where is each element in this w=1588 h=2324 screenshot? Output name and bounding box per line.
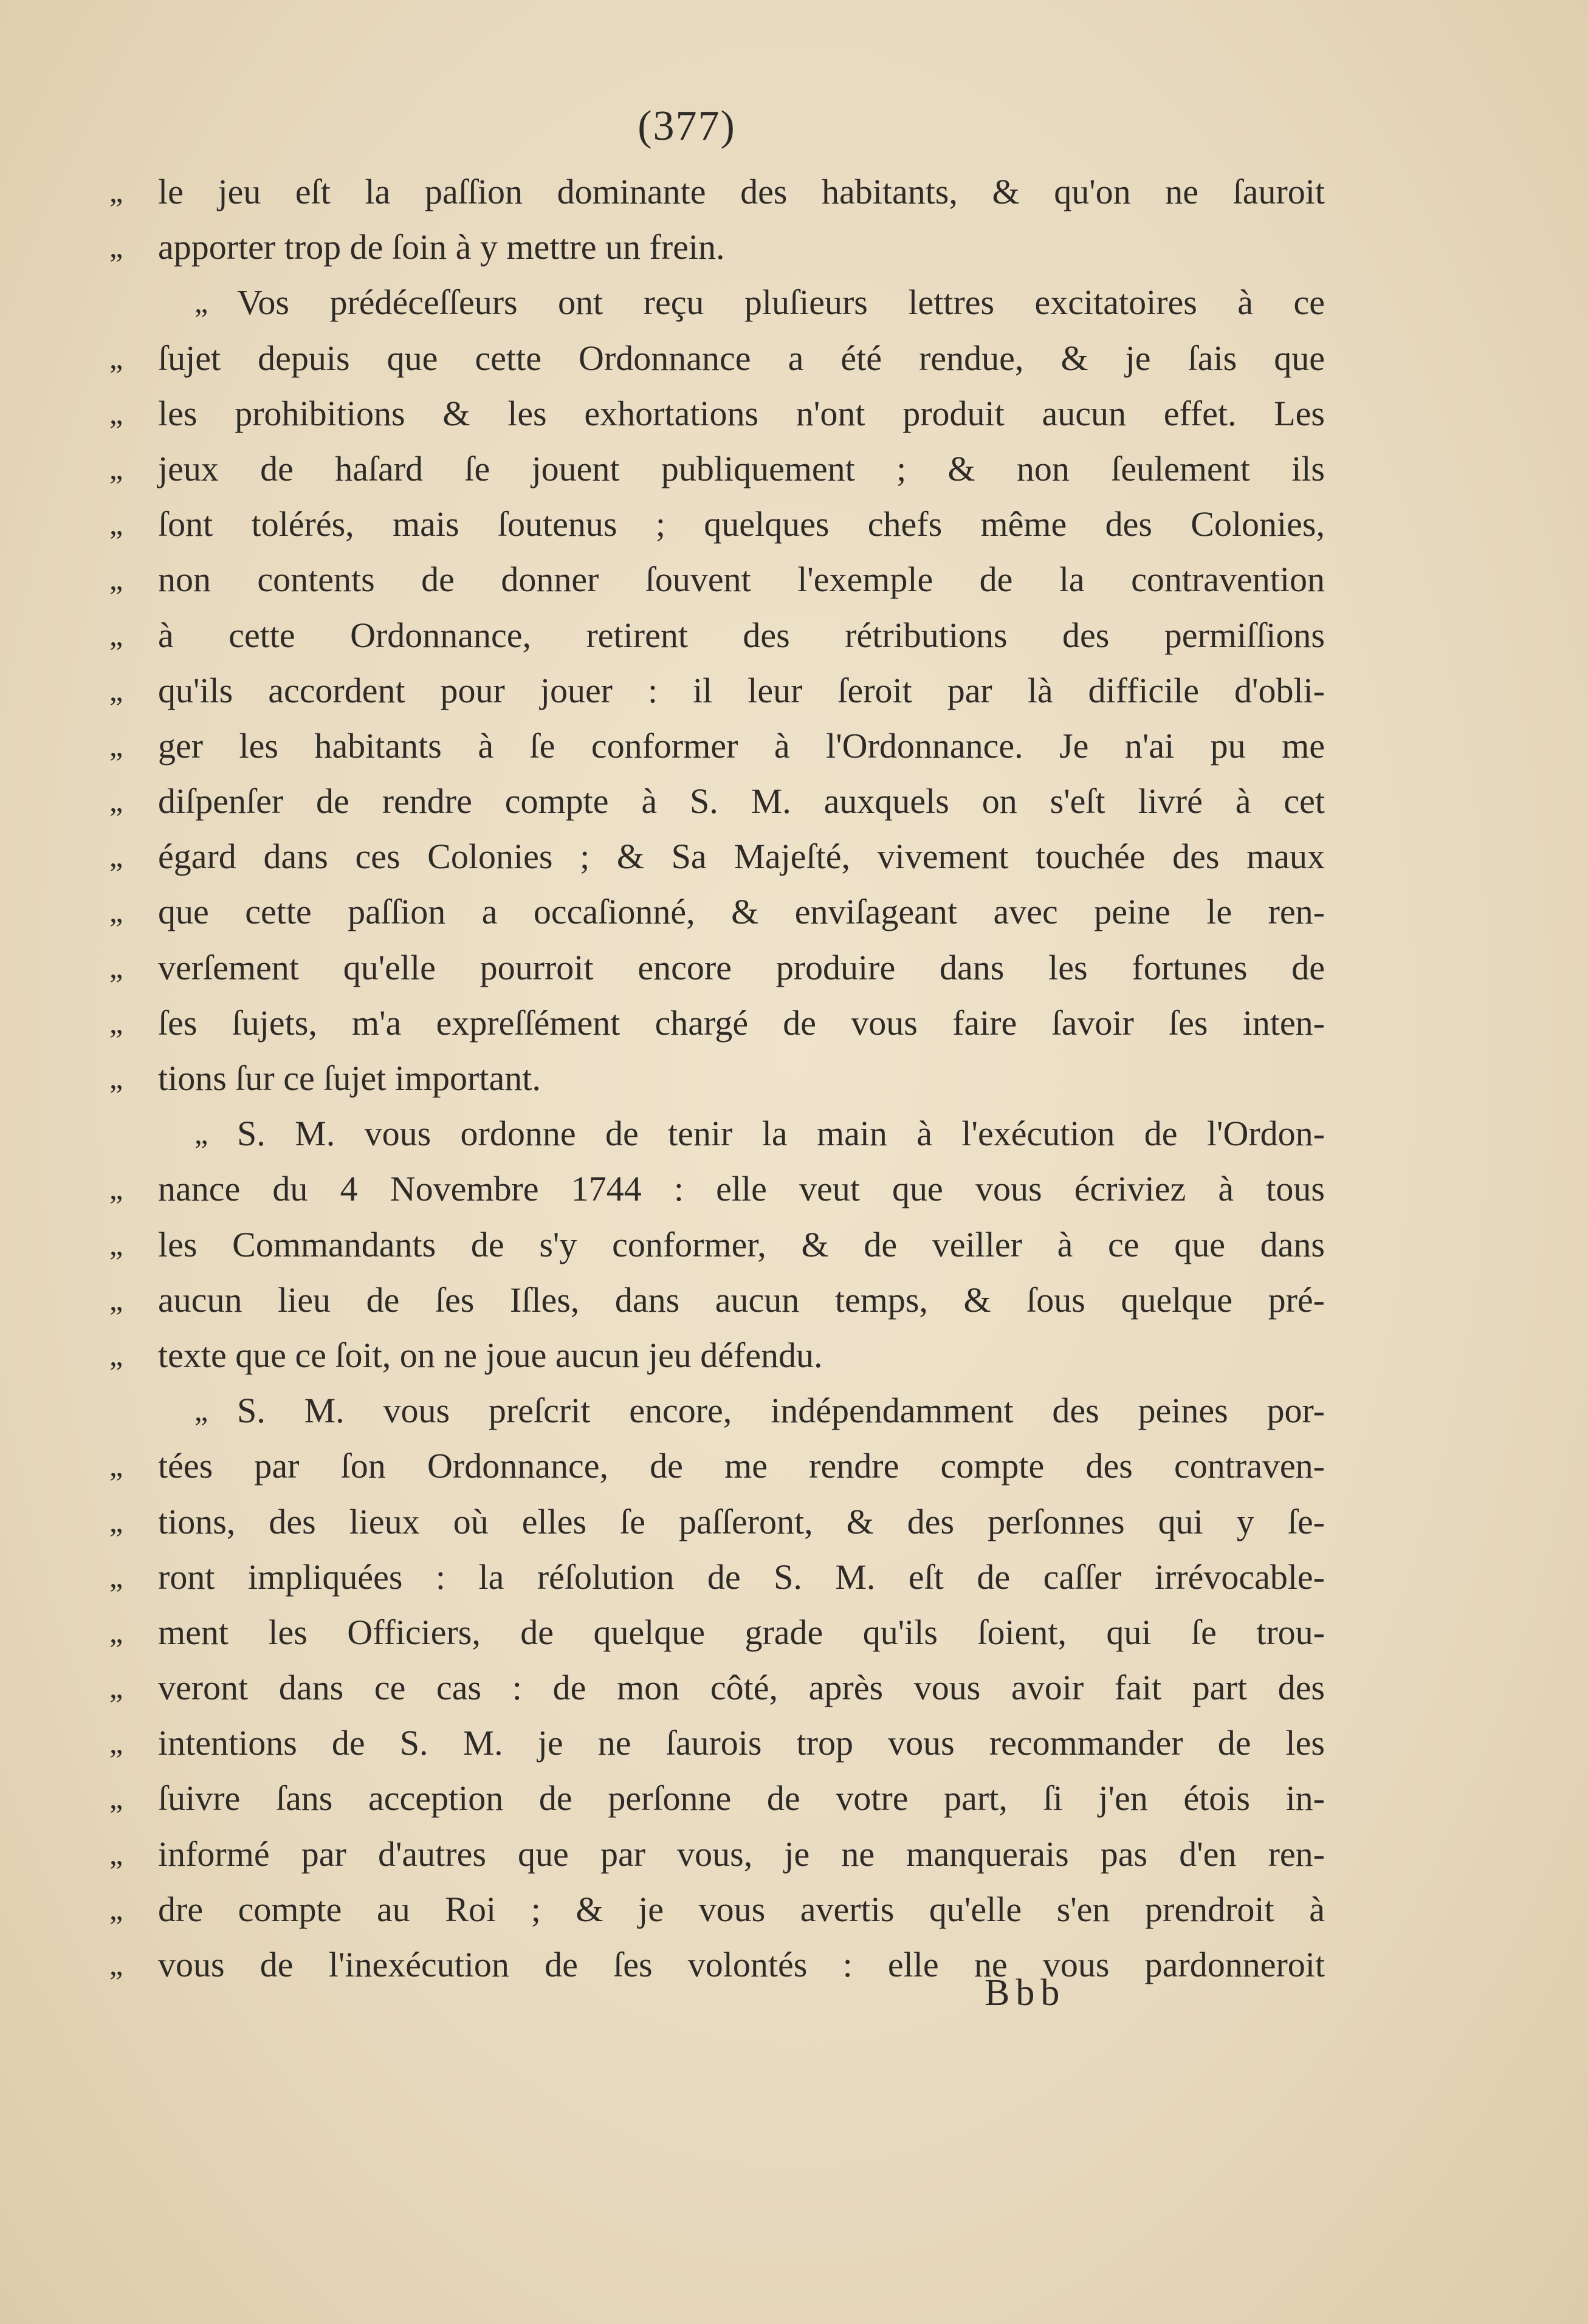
quote-mark: „ (109, 1614, 123, 1649)
text-line (109, 164, 1325, 219)
quote-mark: „ (109, 950, 123, 984)
line-text: dre compte au Roi ; & je vous avertis qu'elle s'en prendroit à (158, 1889, 1325, 1929)
quote-mark: „ (109, 839, 123, 874)
text-line (109, 1605, 1325, 1660)
line-text: ront impliquées : la réſolution de S. M. eſt de caſſer irrévocable- (158, 1557, 1325, 1597)
text-line (109, 1328, 1325, 1383)
quote-mark: „ (194, 1116, 208, 1151)
text-line (109, 331, 1325, 386)
line-text: les prohibitions & les exhortations n'ont produit aucun effet. Les (158, 393, 1325, 433)
line-text: intentions de S. M. je ne ſaurois trop vous recommander de les (158, 1723, 1325, 1763)
line-text: non contents de donner ſouvent l'exemple de la contravention (158, 560, 1325, 600)
text-line (109, 995, 1325, 1051)
line-text: S. M. vous preſcrit encore, indépendamment des peines por- (237, 1391, 1325, 1431)
text-line (109, 884, 1325, 939)
text-line (109, 1882, 1325, 1937)
quote-mark: „ (109, 562, 123, 597)
page-number: (377) (638, 103, 736, 149)
line-text: égard dans ces Colonies ; & Sa Majeſté, vivement touchée des maux (158, 837, 1325, 877)
line-text: aucun lieu de ſes Iſles, dans aucun temps, & ſous quelque pré- (158, 1280, 1325, 1320)
quote-mark: „ (109, 1726, 123, 1760)
line-text: ſujet depuis que cette Ordonnance a été rendue, & je ſais que (158, 338, 1325, 378)
text-line (109, 1770, 1325, 1826)
line-text: à cette Ordonnance, retirent des rétributions des permiſſions (158, 615, 1325, 655)
line-text: les Commandants de s'y conformer, & de veiller à ce que dans (158, 1224, 1325, 1264)
line-text: texte que ce ſoit, on ne joue aucun jeu défendu. (158, 1335, 823, 1375)
quote-mark: „ (109, 673, 123, 707)
quote-mark: „ (109, 1227, 123, 1261)
line-text: vous de l'inexécution de ſes volontés : elle ne vous pardonneroit (158, 1945, 1325, 1984)
line-text: ment les Officiers, de quelque grade qu'ils ſoient, qui ſe trou- (158, 1612, 1325, 1652)
text-line (109, 386, 1325, 441)
text-line (109, 1937, 1325, 1992)
quote-mark: „ (109, 396, 123, 430)
line-text: informé par d'autres que par vous, je ne manquerais pas d'en ren- (158, 1834, 1325, 1874)
quote-mark: „ (109, 894, 123, 929)
line-text: tions ſur ce ſujet important. (158, 1058, 541, 1098)
text-line (109, 1494, 1325, 1549)
quote-mark: „ (109, 1171, 123, 1206)
quote-mark: „ (109, 507, 123, 541)
quote-mark: „ (109, 1504, 123, 1538)
text-line (109, 1161, 1325, 1216)
text-line (109, 1051, 1325, 1106)
quote-mark: „ (109, 1836, 123, 1871)
quote-mark: „ (109, 617, 123, 652)
line-text: ſes ſujets, m'a expreſſément chargé de vous faire ſavoir ſes inten- (158, 1003, 1325, 1043)
line-text: apporter trop de ſoin à y mettre un frein. (158, 227, 725, 267)
line-text: tions, des lieux où elles ſe paſſeront, & des perſonnes qui y ſe- (158, 1501, 1325, 1541)
text-line (109, 1383, 1325, 1438)
line-text: S. M. vous ordonne de tenir la main à l'exécution de l'Ordon- (237, 1114, 1325, 1154)
line-text: verſement qu'elle pourroit encore produire dans les fortunes de (158, 947, 1325, 987)
signature-mark: Bbb (985, 1972, 1066, 2014)
line-text: ſuivre ſans acception de perſonne de votre part, ſi j'en étois in- (158, 1778, 1325, 1818)
text-line (109, 275, 1325, 330)
quote-mark: „ (109, 784, 123, 818)
quote-mark: „ (109, 451, 123, 485)
text-line (109, 663, 1325, 718)
text-line (109, 1106, 1325, 1161)
quote-mark: „ (109, 174, 123, 208)
text-line (109, 1715, 1325, 1770)
quote-mark: „ (109, 1061, 123, 1095)
quote-mark: „ (194, 1393, 208, 1428)
text-line (109, 1549, 1325, 1605)
quote-mark: „ (109, 230, 123, 264)
body-text (109, 164, 1325, 1992)
quote-mark: „ (109, 728, 123, 763)
quote-mark: „ (109, 1282, 123, 1317)
text-line (109, 608, 1325, 663)
text-line (109, 552, 1325, 607)
text-line (109, 1438, 1325, 1493)
line-text: diſpenſer de rendre compte à S. M. auxquels on s'eſt livré à cet (158, 781, 1325, 821)
quote-mark: „ (109, 1947, 123, 1981)
line-text: qu'ils accordent pour jouer : il leur ſeroit par là difficile d'obli- (158, 670, 1325, 710)
line-text: veront dans ce cas : de mon côté, après vous avoir fait part des (158, 1668, 1325, 1708)
quote-mark: „ (109, 1005, 123, 1040)
line-text: ger les habitants à ſe conformer à l'Ordonnance. Je n'ai pu me (158, 725, 1325, 766)
quote-mark: „ (109, 1337, 123, 1372)
line-text: tées par ſon Ordonnance, de me rendre compte des contraven- (158, 1446, 1325, 1486)
text-line (109, 940, 1325, 995)
quote-mark: „ (109, 340, 123, 375)
text-line (109, 718, 1325, 773)
text-line (109, 773, 1325, 829)
text-line (109, 441, 1325, 496)
quote-mark: „ (109, 1448, 123, 1483)
quote-mark: „ (109, 1670, 123, 1705)
line-text: Vos prédéceſſeurs ont reçu pluſieurs lettres excitatoires à ce (237, 283, 1325, 323)
text-line (109, 496, 1325, 552)
line-text: jeux de haſard ſe jouent publiquement ; & non ſeulement ils (158, 448, 1325, 488)
line-text: que cette paſſion a occaſionné, & enviſageant avec peine le ren- (158, 892, 1325, 932)
quote-mark: „ (109, 1559, 123, 1594)
quote-mark: „ (194, 285, 208, 320)
quote-mark: „ (109, 1891, 123, 1926)
line-text: nance du 4 Novembre 1744 : elle veut que vous écriviez à tous (158, 1169, 1325, 1209)
line-text: le jeu eſt la paſſion dominante des habitants, & qu'on ne ſauroit (158, 172, 1325, 211)
line-text: ſont tolérés, mais ſoutenus ; quelques chefs même des Colonies, (158, 504, 1325, 544)
text-line (109, 1660, 1325, 1715)
text-line (109, 1826, 1325, 1882)
text-line (109, 219, 1325, 275)
text-line (109, 1272, 1325, 1328)
quote-mark: „ (109, 1781, 123, 1815)
text-line (109, 829, 1325, 884)
text-line (109, 1217, 1325, 1272)
